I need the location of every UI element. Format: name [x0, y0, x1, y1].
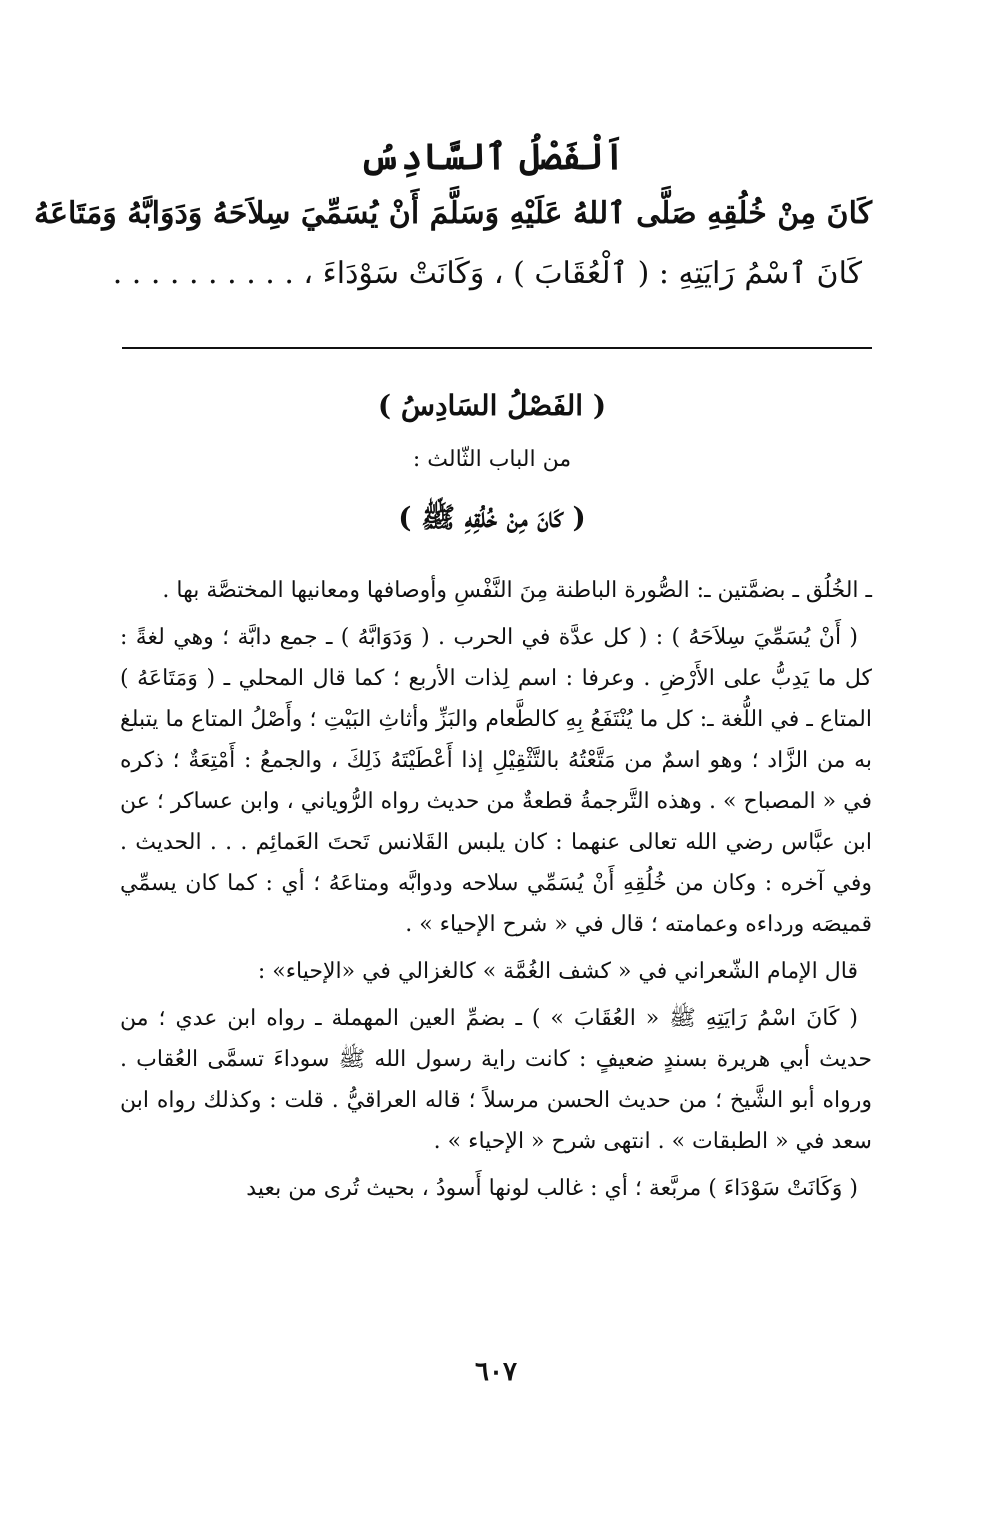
chapter-title: اَلْفَصْلُ ٱلسَّادِسُ — [359, 136, 625, 178]
paragraph-black-banner: ( وَكَانَتْ سَوْدَاءَ ) مربَّعة ؛ أي : غالب لونها أَسودُ ، بحيث تُرى من بعيد — [246, 1176, 858, 1201]
page-number: ٦٠٧ — [475, 1357, 517, 1387]
section-divider — [122, 347, 872, 349]
paragraph-khuluq-definition: ـ الخُلُق ـ بضمَّتين ـ: الصُّورة الباطنة مِنَ النَّفْسِ وأوصافها ومعانيها المختصَّة بها . — [162, 578, 872, 603]
matn-line-2: كَانَ ٱسْمُ رَايَتِهِ : ( ٱلْعُقَابَ ) ، وَكَانَتْ سَوْدَاءَ ، . . . . . . . . . . — [112, 256, 862, 291]
commentary-subtitle: من الباب الثّالث : — [412, 447, 572, 472]
commentary-header — [112, 378, 872, 546]
commentary-title: ( الفَصْلُ السَادِسُ ) — [377, 389, 607, 422]
commentary-section-heading: ( كَانَ مِنْ خُلُقِهِ ﷺ ) — [398, 501, 586, 534]
matn-block — [34, 130, 872, 304]
paragraph-shaarani-quote: قال الإمام الشّعراني في « كشف الغُمَّة » كالغزالي في «الإحياء» : — [257, 959, 858, 984]
page-footer — [0, 1352, 992, 1392]
paragraph-banner-name: ( كَانَ اسْمُ رَايَتِهِ ﷺ « العُقَابَ » ) ـ بضمِّ العين المهملة ـ رواه ابن عدي ؛ من حديث أبي هريرة بسندٍ ضعيفٍ : كانت راية رسول الله ﷺ سوداءَ تسمَّى العُقاب . ورواه أبو الشَّيخ ؛ من حديث الحسن مرسلاً ؛ قاله العراقيُّ . قلت : وكذلك رواه ابن سعد في « الطبقات » . انتهى شرح « الإحياء » . — [120, 1006, 872, 1154]
matn-line-1: كَانَ مِنْ خُلُقِهِ صَلَّى ٱللهُ عَلَيْهِ وَسَلَّمَ أَنْ يُسَمِّيَ سِلاَحَهُ وَدَوَابَّهُ وَمَتَاعَهُ — [34, 196, 872, 231]
commentary-body — [120, 570, 872, 1215]
paragraph-naming-weapons: ( أَنْ يُسَمِّيَ سِلاَحَهُ ) : ( كل عدَّة في الحرب . ( وَدَوَابَّهُ ) ـ جمع دابَّة ؛ وهي لغةً : كل ما يَدِبُّ على الأَرْضِ . وعرفا : اسم لِذات الأربع ؛ كما قال المحلي ـ ( وَمَتَاعَهُ ) المتاع ـ في اللُّغة ـ: كل ما يُنْتَفَعُ بِهِ كالطَّعام والبَزِّ وأثاثِ البَيْتِ ؛ وأَصْلُ المتاع ما يتبلغ به من الزَّاد ؛ وهو اسمٌ من مَتَّعْتُهُ بالتَّثْقِيْلِ إذا أَعْطَيْتَهُ ذَلِكَ ، والجمعُ : أَمْتِعَةٌ ؛ ذكره في « المصباح » . وهذه التَّرجمةُ قطعةٌ من حديث رواه الرُّوياني ، وابن عساكر ؛ عن ابن عبَّاس رضي الله تعالى عنهما : كان يلبس القَلانس تَحتَ العَمائِم . . . الحديث . وفي آخره : وكان من خُلُقِهِ أَنْ يُسَمِّي سلاحه ودوابَّه ومتاعَهُ ؛ أي : كما كان يسمِّي قميصَه ورداءه وعمامته ؛ قال في « شرح الإحياء » . — [120, 625, 873, 937]
